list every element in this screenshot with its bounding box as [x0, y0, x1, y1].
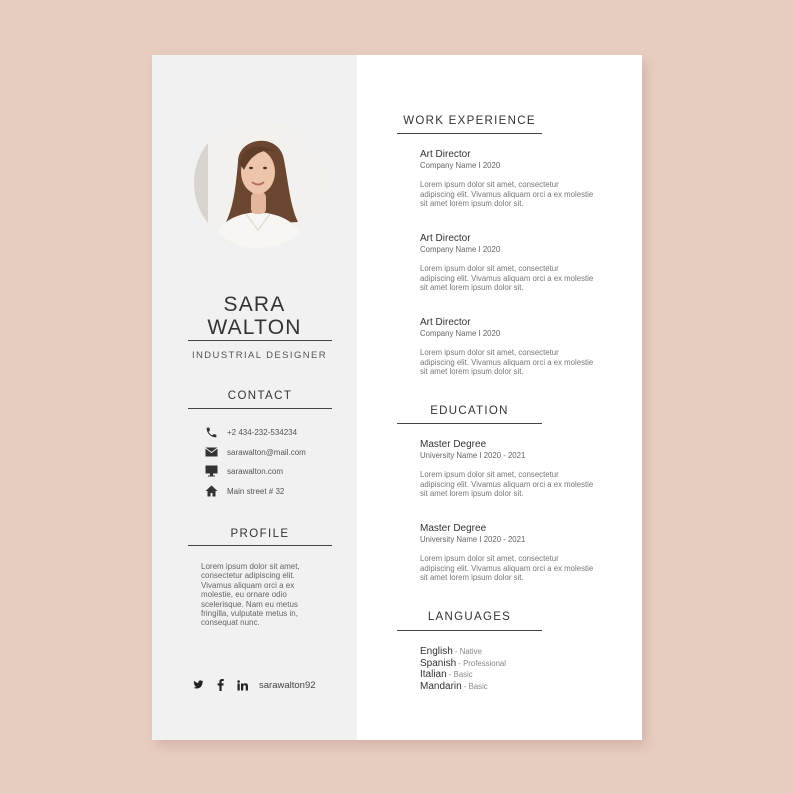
language-name: English — [420, 646, 453, 657]
work-entry-description: Lorem ipsum dolor sit amet, consectetur adipiscing elit. Vivamus aliquam orci a ex molestie sit amet lorem ipsum dolor sit. — [420, 348, 594, 377]
work-entry — [420, 149, 595, 209]
languages-heading: LANGUAGES — [427, 611, 512, 623]
monitor-icon — [204, 464, 218, 478]
last-name: WALTON — [207, 316, 302, 339]
work-experience-heading: WORK EXPERIENCE — [403, 115, 536, 127]
contact-divider — [188, 408, 332, 409]
resume-sidebar — [152, 55, 357, 740]
language-name: Spanish — [420, 657, 457, 669]
social-links — [193, 678, 316, 692]
language-level: - Basic — [461, 681, 488, 691]
languages-list — [420, 646, 580, 692]
contact-website — [204, 464, 283, 478]
twitter-icon[interactable] — [193, 679, 204, 691]
work-entry — [420, 233, 595, 293]
contact-email — [204, 445, 306, 459]
contact-address — [204, 484, 284, 498]
work-entry-title: Art Director — [420, 149, 471, 160]
contact-phone-text: +2 434-232-534234 — [227, 427, 298, 437]
linkedin-icon[interactable] — [237, 679, 248, 691]
first-name: SARA — [223, 293, 286, 316]
contact-phone — [204, 425, 297, 439]
language-name: Italian — [420, 669, 447, 680]
education-entry-description: Lorem ipsum dolor sit amet, consectetur adipiscing elit. Vivamus aliquam orci a ex molestie sit amet lorem ipsum dolor sit. — [420, 554, 594, 583]
resume-page — [152, 55, 642, 740]
work-entry-subtitle: Company Name I 2020 — [420, 161, 501, 170]
work-entry-subtitle: Company Name I 2020 — [420, 245, 501, 254]
language-item — [420, 658, 580, 670]
education-entry — [420, 439, 595, 499]
contact-heading: CONTACT — [227, 390, 293, 402]
profile-photo — [194, 118, 324, 248]
work-experience-divider — [397, 133, 542, 134]
mail-icon — [204, 445, 218, 459]
education-entry-title: Master Degree — [420, 439, 487, 450]
social-handle[interactable]: sarawalton92 — [259, 679, 316, 691]
contact-address-text: Main street # 32 — [227, 486, 285, 496]
education-heading: EDUCATION — [430, 405, 509, 417]
language-item — [420, 681, 580, 693]
work-entry-subtitle: Company Name I 2020 — [420, 329, 501, 338]
work-entry-title: Art Director — [420, 233, 471, 244]
contact-website-text: sarawalton.com — [227, 466, 284, 476]
education-entry-description: Lorem ipsum dolor sit amet, consectetur adipiscing elit. Vivamus aliquam orci a ex molestie sit amet lorem ipsum dolor sit. — [420, 470, 594, 499]
work-entry — [420, 317, 595, 377]
work-entry-description: Lorem ipsum dolor sit amet, consectetur adipiscing elit. Vivamus aliquam orci a ex molestie sit amet lorem ipsum dolor sit. — [420, 180, 594, 209]
home-icon — [204, 484, 218, 498]
contact-email-text: sarawalton@mail.com — [227, 447, 306, 457]
languages-divider — [397, 630, 542, 631]
education-entry-subtitle: University Name I 2020 - 2021 — [420, 535, 526, 544]
education-entry — [420, 523, 595, 583]
language-item — [420, 669, 580, 681]
profile-summary: Lorem ipsum dolor sit amet, consectetur adipiscing elit. Vivamus aliquam orci a ex molestie, eu ornare odio scelerisque. Nam eu metus fringilla, vulputate metus in, consequat nunc. — [201, 562, 300, 628]
phone-icon — [204, 425, 218, 439]
language-level: - Professional — [456, 658, 506, 668]
profile-divider — [188, 545, 332, 546]
profile-heading: PROFILE — [230, 528, 290, 540]
language-level: - Native — [452, 647, 482, 656]
language-level: - Basic — [446, 670, 473, 679]
language-item — [420, 646, 580, 658]
work-entry-title: Art Director — [420, 317, 471, 328]
education-entry-title: Master Degree — [420, 523, 487, 534]
education-divider — [397, 423, 542, 424]
facebook-icon[interactable] — [215, 679, 226, 691]
language-name: Mandarin — [420, 680, 462, 692]
name-divider — [188, 340, 332, 341]
job-title: INDUSTRIAL DESIGNER — [192, 350, 327, 361]
work-entry-description: Lorem ipsum dolor sit amet, consectetur adipiscing elit. Vivamus aliquam orci a ex molestie sit amet lorem ipsum dolor sit. — [420, 264, 594, 293]
education-entry-subtitle: University Name I 2020 - 2021 — [420, 451, 526, 460]
